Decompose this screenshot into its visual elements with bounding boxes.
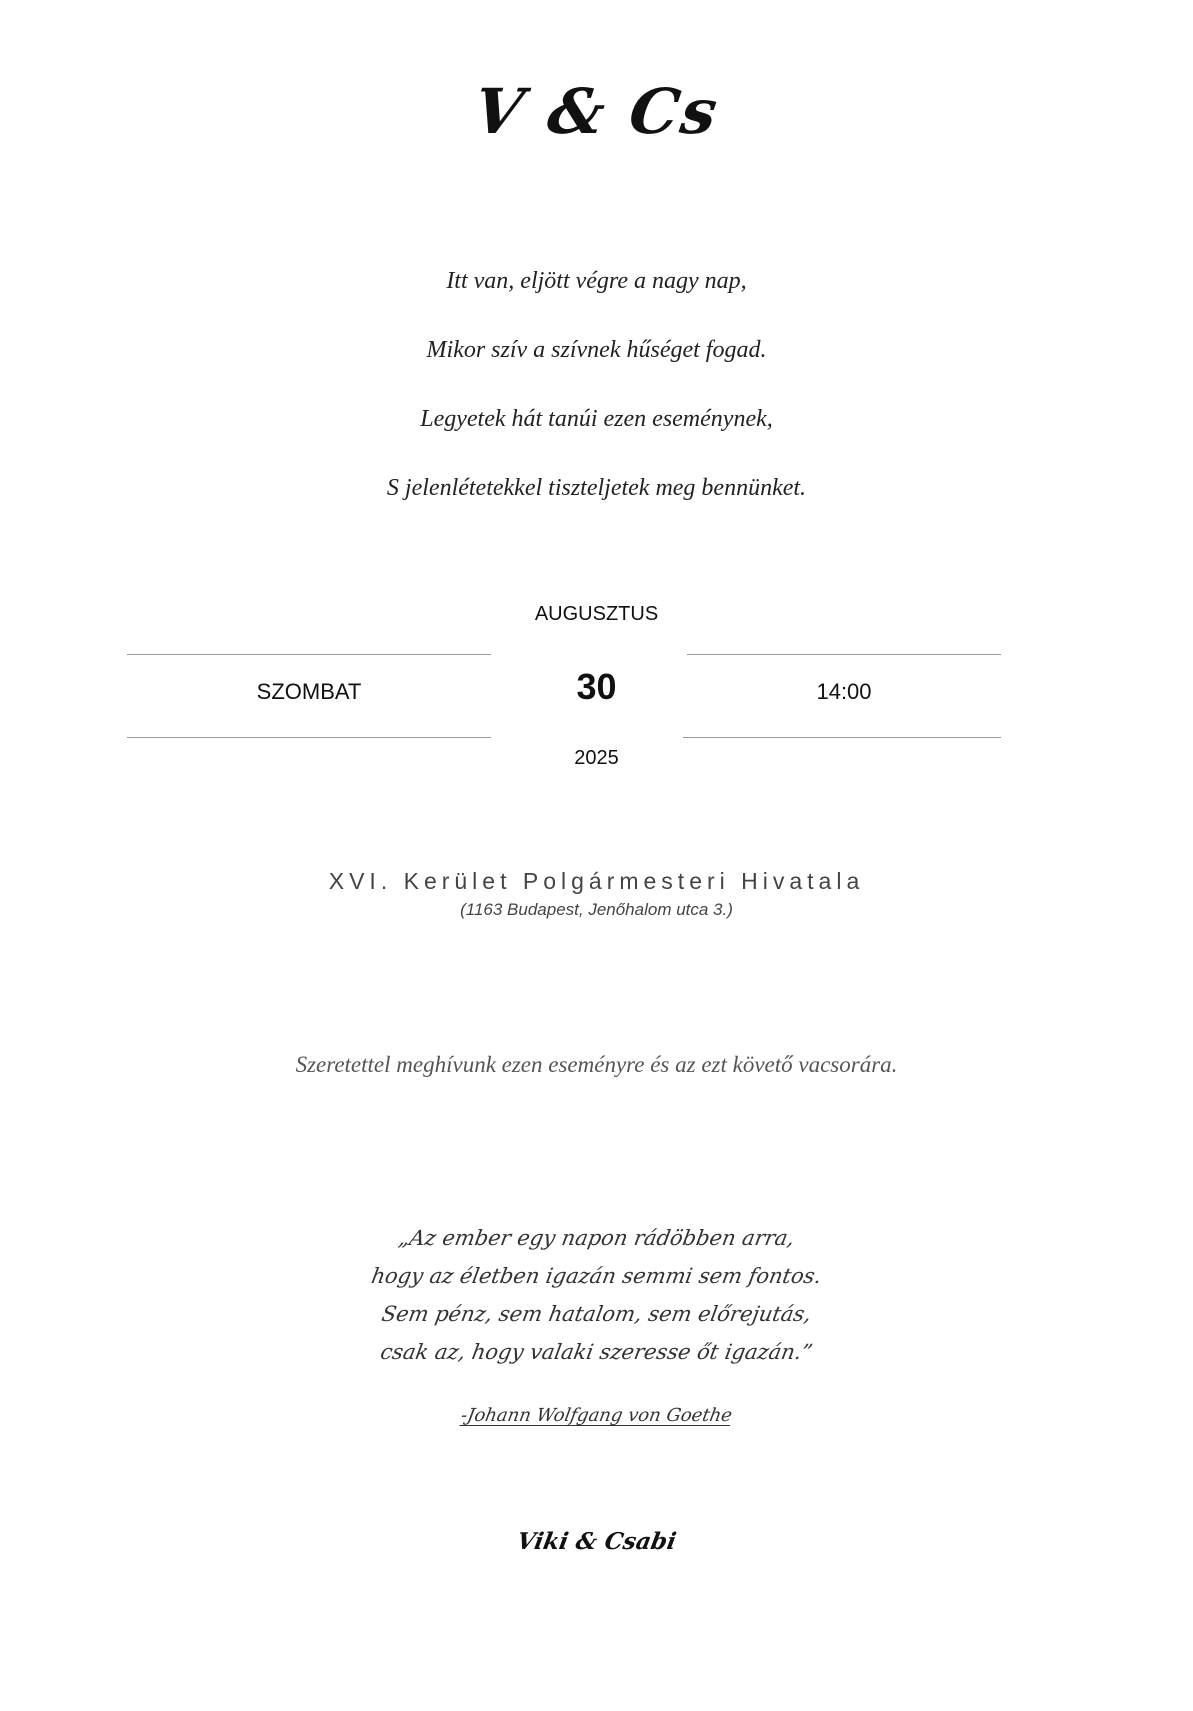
poem-line: Mikor szív a szívnek hűséget fogad. xyxy=(426,337,767,363)
date-weekday: SZOMBAT xyxy=(256,679,362,704)
quote-line: Sem pénz, sem hatalom, sem előrejutás, xyxy=(379,1302,814,1326)
divider-top-right xyxy=(687,654,1001,655)
quote-author-text: -Johann Wolfgang von Goethe xyxy=(459,1405,734,1426)
invitation-text: Szeretettel meghívunk ezen eseményre és az ezt követő vacsorára. xyxy=(295,1052,898,1077)
divider-bottom-left xyxy=(127,737,491,738)
poem-line: Itt van, eljött végre a nagy nap, xyxy=(446,268,747,294)
poem-line: Legyetek hát tanúi ezen eseménynek, xyxy=(420,406,773,432)
date-time: 14:00 xyxy=(816,679,872,704)
date-year: 2025 xyxy=(574,747,619,769)
date-month: AUGUSZTUS xyxy=(534,603,659,625)
divider-bottom-right xyxy=(683,737,1001,738)
monogram-title: V & Cs xyxy=(469,75,724,148)
venue-address: (1163 Budapest, Jenőhalom utca 3.) xyxy=(460,900,733,919)
quote-line: hogy az életben igazán semmi sem fontos. xyxy=(369,1264,824,1288)
venue-name: XVI. Kerület Polgármesteri Hivatala xyxy=(328,868,865,894)
quote-author xyxy=(0,1404,1193,1428)
quote-line: csak az, hogy valaki szeresse őt igazán.” xyxy=(378,1340,815,1364)
poem-line: S jelenlétetekkel tiszteljetek meg bennünket. xyxy=(386,475,807,501)
quote-line: „Az ember egy napon rádöbben arra, xyxy=(396,1226,797,1250)
divider-top-left xyxy=(127,654,491,655)
signature: Viki & Csabi xyxy=(514,1528,679,1555)
date-day: 30 xyxy=(576,666,617,707)
